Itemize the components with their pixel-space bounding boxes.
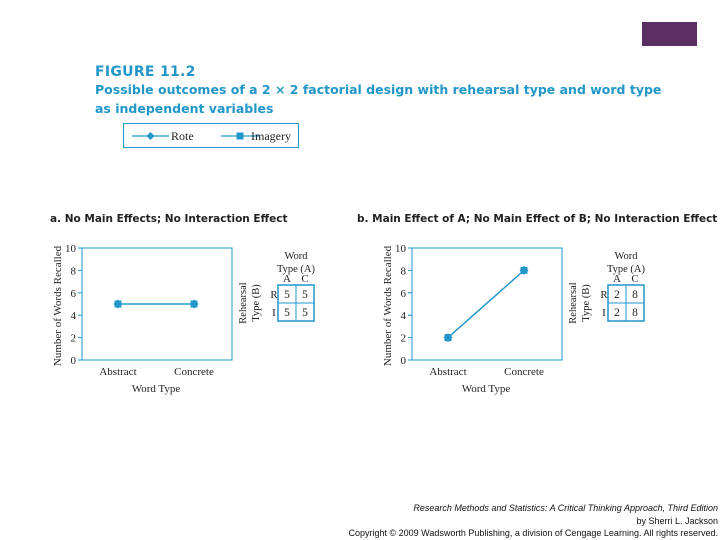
panel-b-y-tick-label: 10	[395, 243, 406, 255]
panel-b-table-row-header: I	[602, 307, 606, 319]
panel-b-table-cell: 2	[614, 289, 620, 301]
legend-square-marker	[237, 133, 244, 140]
panel-b-y-tick-label: 2	[400, 332, 406, 345]
panel-a-table-col-header: A	[283, 273, 291, 285]
footer-book-title: Research Methods and Statistics: A Critical Thinking Approach, Third Edition	[413, 503, 718, 513]
panel-b-y-tick-label: 4	[400, 310, 406, 323]
panel-a-y-tick-label: 4	[70, 310, 76, 323]
panel-b-x-axis-label: Word Type	[461, 383, 511, 395]
panel-b-y-tick-label: 6	[400, 287, 406, 300]
panel-a-table-cell: 5	[302, 307, 308, 319]
legend-label-imagery: Imagery	[251, 129, 291, 143]
figure-heading	[95, 64, 661, 118]
panel-a-y-axis-label: Number of Words Recalled	[52, 245, 64, 367]
figure-caption-line-1: Possible outcomes of a 2 × 2 factorial design with rehearsal type and word type	[95, 82, 662, 97]
copyright-footer	[348, 502, 718, 540]
panel-a-x-axis-label: Word Type	[131, 383, 181, 395]
corner-accent-box	[642, 22, 697, 46]
panel-a-table-row-header: I	[272, 307, 276, 319]
panel-a-y-tick-label: 0	[70, 355, 76, 367]
panel-b-plot-frame	[412, 248, 562, 360]
panel-a-table-row-header: R	[270, 289, 278, 301]
panel-a-table-col-subtitle: Type (A)	[276, 264, 316, 275]
panel-b-table-col-header: C	[631, 273, 639, 285]
panel-a-x-tick-label: Concrete	[174, 366, 214, 378]
legend-diamond-marker	[147, 132, 155, 140]
panel-a-point-imagery	[191, 301, 198, 308]
panel-b-x-tick-label: Abstract	[429, 366, 467, 378]
panel-b-point-imagery	[445, 334, 452, 341]
panel-b-table-cell: 2	[614, 307, 620, 319]
panel-a-y-tick-label: 2	[70, 332, 76, 345]
panel-b-table-row-header: R	[600, 289, 608, 301]
figure-caption-line-2: as independent variables	[95, 101, 274, 116]
panel-b-x-tick-label: Concrete	[504, 366, 544, 378]
panel-b-table-row-title: Rehearsal	[568, 282, 579, 324]
panel-a-table-cell: 5	[302, 289, 308, 301]
panel-b-title: b. Main Effect of A; No Main Effect of B; No Interaction Effect	[357, 213, 718, 225]
panel-b-y-tick-label: 0	[400, 355, 406, 367]
panel-b-y-tick-label: 8	[400, 265, 406, 278]
chart-panel-b	[330, 225, 660, 400]
panel-a-table-col-title: Word	[284, 251, 308, 262]
panel-b-table-cell: 8	[632, 289, 638, 301]
panel-b-series-line-imagery	[448, 270, 524, 337]
panel-b-y-axis-label: Number of Words Recalled	[382, 245, 394, 367]
legend-label-rote: Rote	[171, 129, 194, 143]
panel-a-table-row-subtitle: Type (B)	[251, 284, 262, 322]
panel-b-table-col-title: Word	[614, 251, 638, 262]
panel-a-y-tick-label: 6	[70, 287, 76, 300]
panel-a-table-cell: 5	[284, 307, 290, 319]
panel-a-y-tick-label: 8	[70, 265, 76, 278]
panel-b-table-col-header: A	[613, 273, 621, 285]
panel-b-table-cell: 8	[632, 307, 638, 319]
panel-a-x-tick-label: Abstract	[99, 366, 137, 378]
panel-a-table-row-title: Rehearsal	[238, 282, 249, 324]
footer-author: by Sherri L. Jackson	[636, 515, 718, 526]
panel-a-y-tick-label: 10	[65, 243, 76, 255]
panel-b-table-col-subtitle: Type (A)	[606, 264, 646, 275]
panel-a-table-cell: 5	[284, 289, 290, 301]
chart-legend	[123, 123, 299, 148]
panel-a-point-imagery	[115, 301, 122, 308]
panel-b-point-imagery	[521, 267, 528, 274]
footer-copyright: Copyright © 2009 Wadsworth Publishing, a division of Cengage Learning. All rights reserved.	[348, 528, 718, 538]
panel-a-title: a. No Main Effects; No Interaction Effect	[50, 213, 288, 225]
chart-panel-a	[0, 225, 330, 400]
panel-a-table-col-header: C	[301, 273, 309, 285]
figure-number: FIGURE 11.2	[95, 64, 196, 80]
panel-b-table-row-subtitle: Type (B)	[581, 284, 592, 322]
